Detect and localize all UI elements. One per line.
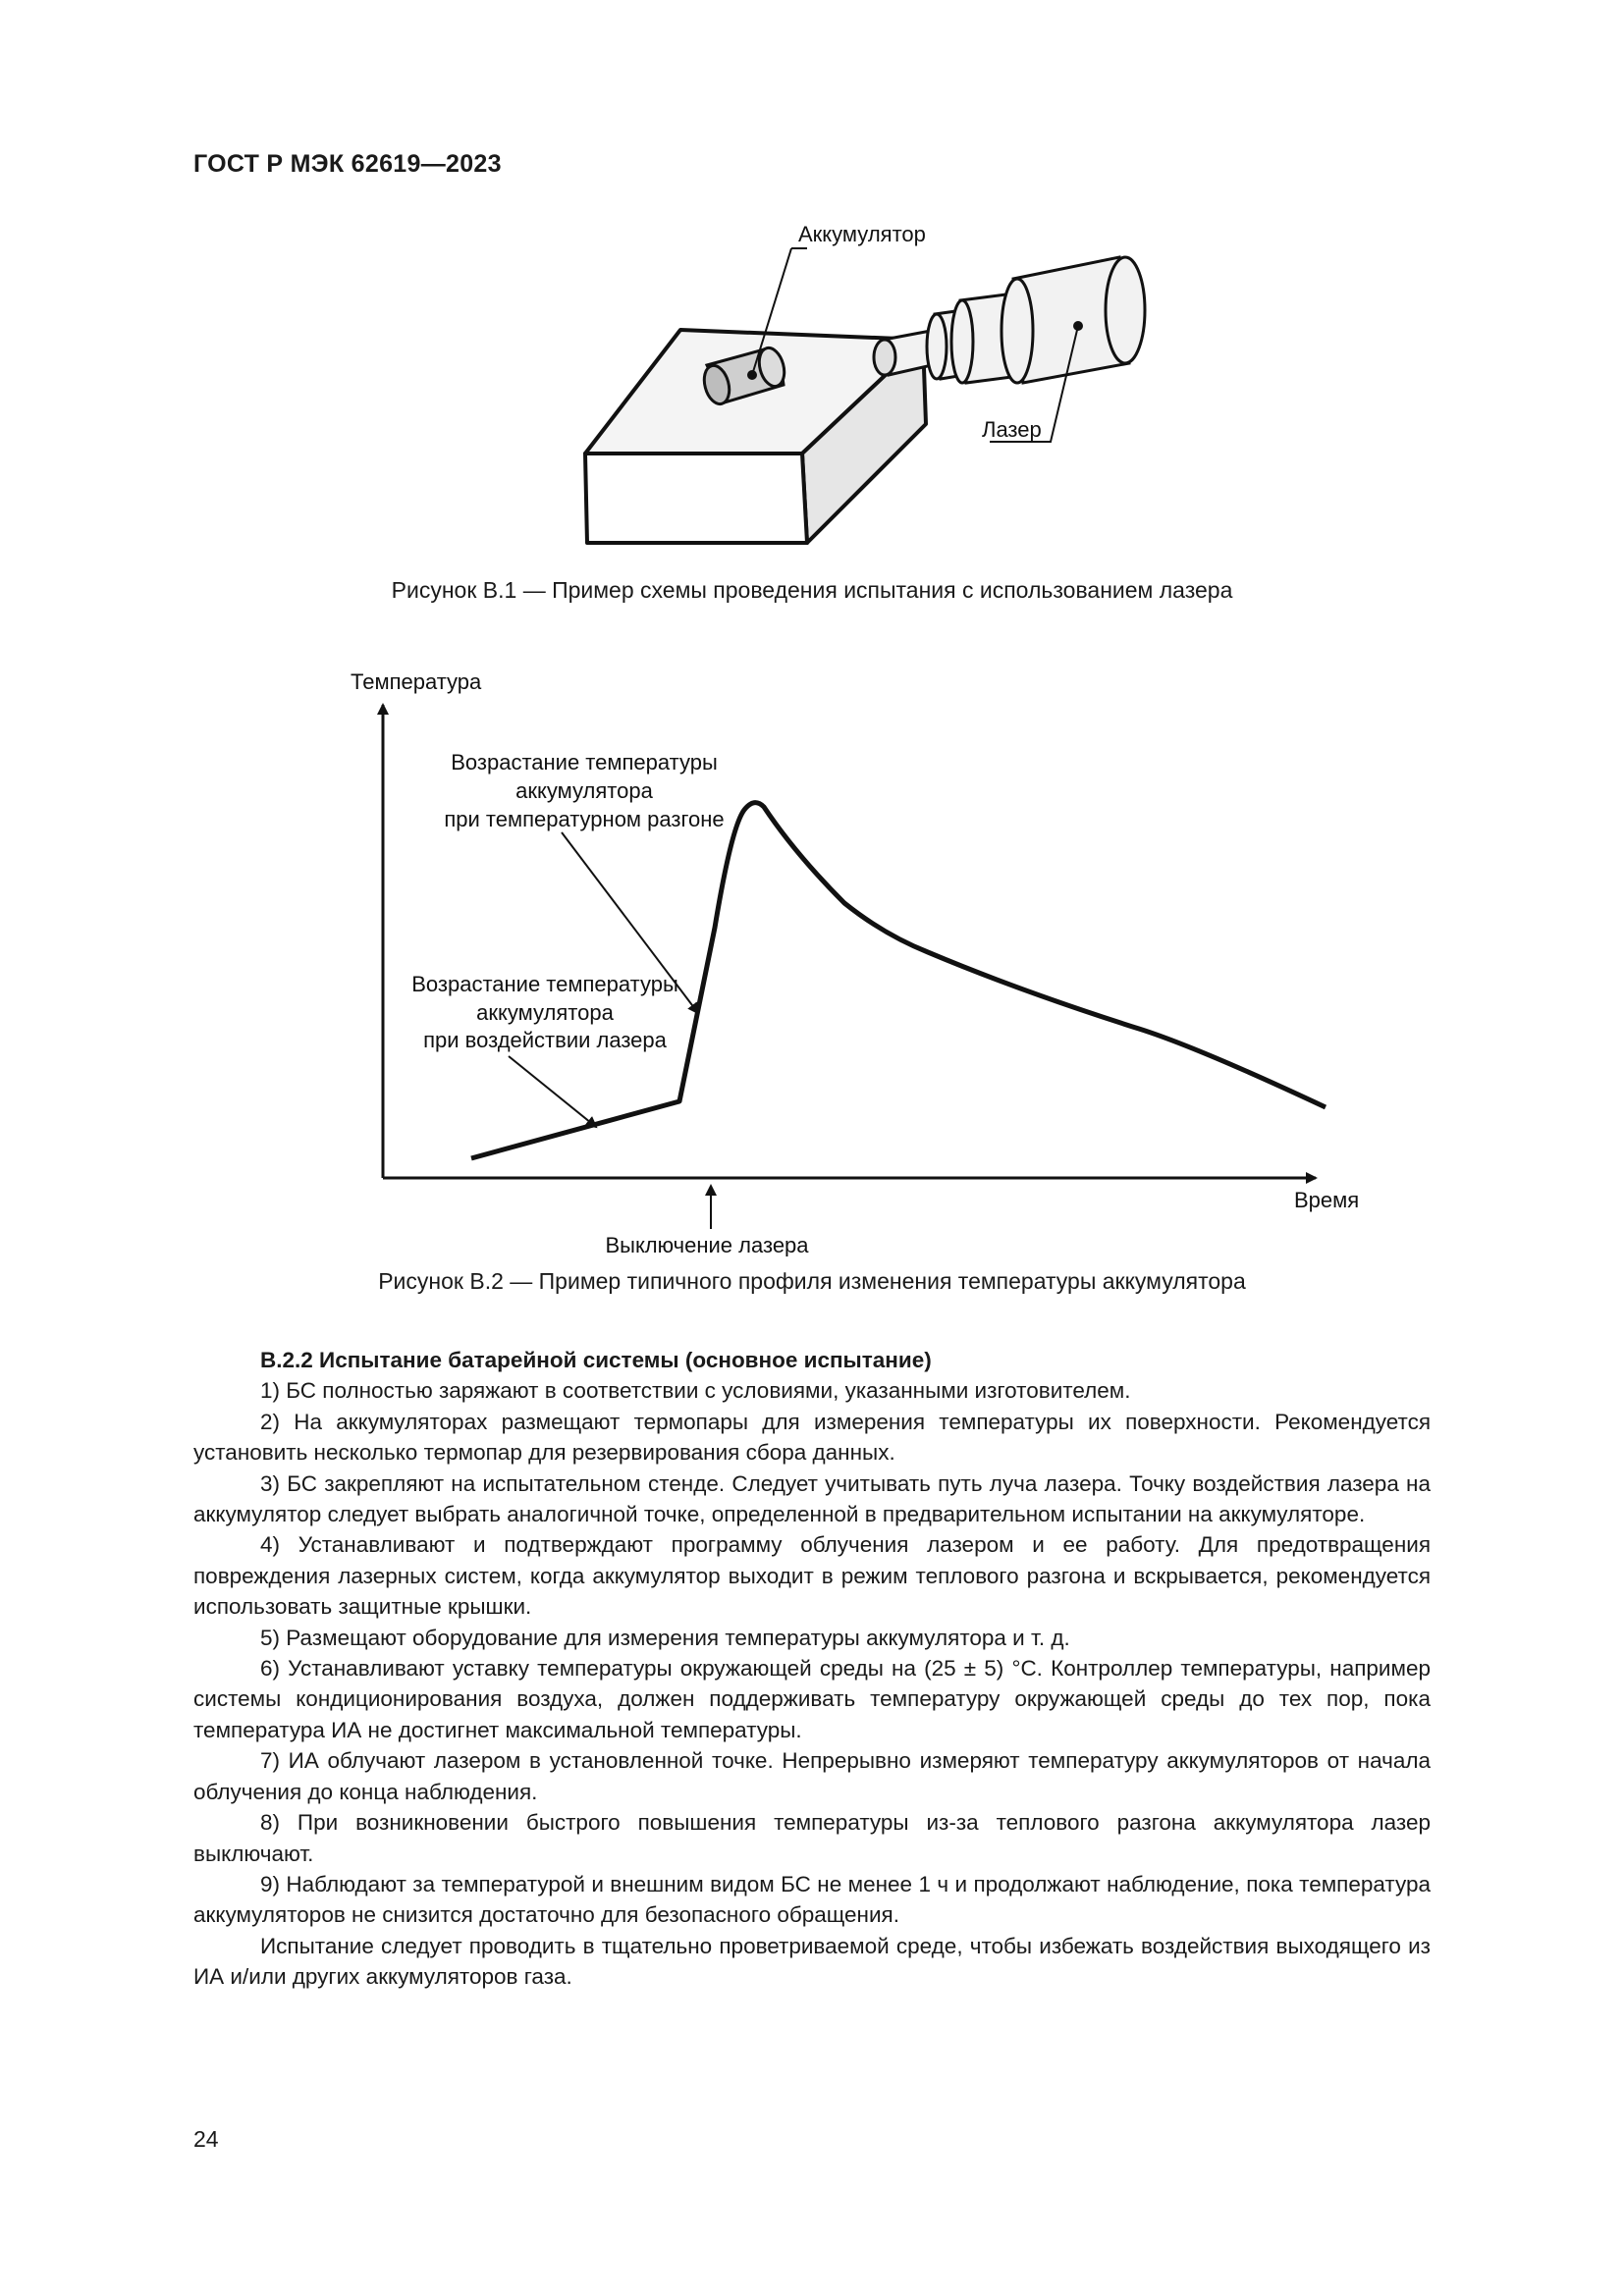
figure-laser-test-setup bbox=[550, 216, 1159, 569]
section-body bbox=[193, 1345, 1431, 1993]
paragraph-2: 2) На аккумуляторах размещают термопары для измерения температуры их поверхности. Рекомендуется установить несколько термопар для резервирования сбора данных. bbox=[193, 1409, 1431, 1466]
figure-1-caption: Рисунок В.1 — Пример схемы проведения испытания с использованием лазера bbox=[391, 577, 1233, 603]
figure-2-caption: Рисунок В.2 — Пример типичного профиля изменения температуры аккумулятора bbox=[378, 1268, 1246, 1294]
section-title: В.2.2 Испытание батарейной системы (основное испытание) bbox=[260, 1348, 932, 1372]
paragraph-3: 3) БС закрепляют на испытательном стенде. Следует учитывать путь луча лазера. Точку воздействия лазера на аккумулятор следует выбрать аналогичной точке, определенной в предварительном испытании на аккумуляторе. bbox=[193, 1470, 1431, 1527]
paragraph-9: 9) Наблюдают за температурой и внешним видом БС не менее 1 ч и продолжают наблюдение, пока температура аккумуляторов не снизится достаточно для безопасного обращения. bbox=[193, 1871, 1431, 1928]
annotation-laser-line-3: при воздействии лазера bbox=[423, 1028, 667, 1052]
x-axis-label: Время bbox=[1294, 1188, 1360, 1212]
page-number: 24 bbox=[193, 2126, 219, 2152]
annotation-runaway-line-2: аккумулятора bbox=[515, 778, 653, 803]
paragraph-7: 7) ИА облучают лазером в установленной точке. Непрерывно измеряют температуру аккумуляторов от начала облучения до конца наблюдения. bbox=[193, 1748, 1431, 1804]
figure-temperature-profile bbox=[334, 648, 1384, 1256]
paragraph-8: 8) При возникновении быстрого повышения температуры из-за теплового разгона аккумулятора лазер выключают. bbox=[193, 1810, 1431, 1866]
annotation-laser-line-2: аккумулятора bbox=[476, 1000, 614, 1025]
page-header-standard-id: ГОСТ Р МЭК 62619—2023 bbox=[193, 150, 502, 178]
paragraph-10: Испытание следует проводить в тщательно проветриваемой среде, чтобы избежать воздействия выходящего из ИА и/или других аккумуляторов газа. bbox=[193, 1933, 1431, 1990]
annotation-runaway-line-3: при температурном разгоне bbox=[444, 807, 725, 831]
label-battery: Аккумулятор bbox=[798, 222, 926, 246]
paragraph-1: 1) БС полностью заряжают в соответствии с условиями, указанными изготовителем. bbox=[260, 1378, 1131, 1404]
paragraph-5: 5) Размещают оборудование для измерения температуры аккумулятора и т. д. bbox=[260, 1625, 1070, 1650]
annotation-laser-arrow bbox=[509, 1056, 596, 1127]
label-laser: Лазер bbox=[982, 417, 1042, 442]
laser-device bbox=[874, 257, 1145, 383]
paragraph-6: 6) Устанавливают уставку температуры окружающей среды на (25 ± 5) °С. Контроллер температуры, например системы кондиционирования воздуха, должен поддерживать температуру окружающей среды до тех пор, пока температура ИА не достигнет максимальной температуры. bbox=[193, 1656, 1431, 1742]
y-axis-label: Температура bbox=[351, 669, 482, 694]
annotation-laser-line-1: Возрастание температуры bbox=[411, 972, 678, 996]
paragraph-4: 4) Устанавливают и подтверждают программу облучения лазером и ее работу. Для предотвращения повреждения лазерных систем, когда аккумулятор выходит в режим теплового разгона и вскрывается, рекомендуется использовать защитные крышки. bbox=[193, 1532, 1431, 1620]
annotation-runaway-line-1: Возрастание температуры bbox=[451, 750, 718, 774]
annotation-laser-off: Выключение лазера bbox=[605, 1233, 809, 1256]
